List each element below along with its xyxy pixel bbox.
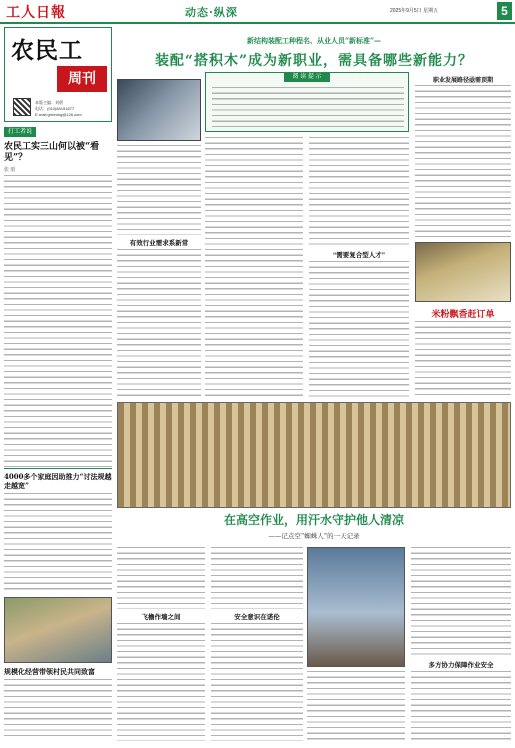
article-body-text xyxy=(211,547,303,609)
article-body-text xyxy=(117,249,201,397)
feature-photo xyxy=(117,402,511,508)
main-headline: 装配“搭积木”成为新职业，需具备哪些新能力？ xyxy=(154,53,474,69)
section-name: 动态·纵深 xyxy=(185,6,238,19)
second-subheadline: ——记点空“蜘蛛人”的一天记录 xyxy=(268,532,360,540)
article-title: 农民工实三山何以被“看见”？ xyxy=(4,142,100,163)
section-title: 飞檐作墙之间 xyxy=(141,614,181,621)
left-column xyxy=(4,27,112,743)
second-headline: 在高空作业，用汗水守护他人清凉 xyxy=(223,513,404,527)
article-body-text xyxy=(211,623,303,741)
article-body-text xyxy=(415,321,511,397)
section-title: 职业发展路径亟需顶期 xyxy=(432,78,493,84)
issue-date: 2025年9月5日 星期五 xyxy=(390,8,439,14)
news-photo xyxy=(117,79,201,141)
reading-tips-text xyxy=(212,87,404,127)
contact-line: 电话：(010)84151677 xyxy=(35,106,75,111)
divider xyxy=(4,468,112,469)
article-body-text xyxy=(411,671,511,741)
newspaper-logo: 工人日報 xyxy=(6,5,66,21)
contact-line: 本版主编：刘碧 xyxy=(35,100,63,105)
article-author: 张 雨 xyxy=(4,167,16,173)
section-title: “需要复合型人才” xyxy=(333,252,385,259)
news-photo xyxy=(307,547,405,667)
qr-code-icon xyxy=(13,98,31,116)
article-body-text xyxy=(309,261,409,397)
article-body-text xyxy=(307,671,405,741)
article-body-text xyxy=(4,493,112,593)
article-body-text xyxy=(117,623,205,741)
brand-badge: 周刊 xyxy=(57,66,107,92)
column-tag: 打工者说 xyxy=(4,127,36,137)
weekly-brand-box xyxy=(4,27,112,122)
kicker: 新结构装配工种程名、从业人员“新标准”— xyxy=(246,36,382,45)
article-body-text xyxy=(415,85,511,237)
contact-line: E-mail:grrbnmg@126.com xyxy=(35,112,82,117)
page-number: 5 xyxy=(497,2,512,20)
contact-info xyxy=(35,100,82,118)
news-photo xyxy=(4,597,112,663)
article-title: 4000多个家庭因助推力“讨法规越走越宽” xyxy=(4,472,112,490)
article-body-text xyxy=(411,547,511,657)
article-body-text xyxy=(4,175,112,467)
article-body-text xyxy=(309,137,409,247)
article-body-text xyxy=(4,679,112,739)
article-body-text xyxy=(117,547,205,609)
reading-tag: 阅 读 提 示 xyxy=(284,72,330,82)
section-title: 有效行业需求系新常 xyxy=(129,240,189,247)
section-title: 安全意识在诺伦 xyxy=(234,614,280,621)
article-body-text xyxy=(205,137,303,397)
article-body-text xyxy=(117,145,201,235)
news-photo xyxy=(415,242,511,302)
photo-caption: 规模化经营带领村民共同致富 xyxy=(4,667,95,676)
brand-title: 农民工 xyxy=(11,37,83,64)
reading-tips-box xyxy=(205,72,409,132)
page-header xyxy=(0,0,515,24)
side-article-title: 米粉飘香赶订单 xyxy=(431,310,495,320)
section-title: 多方协力保障作业安全 xyxy=(428,662,494,669)
